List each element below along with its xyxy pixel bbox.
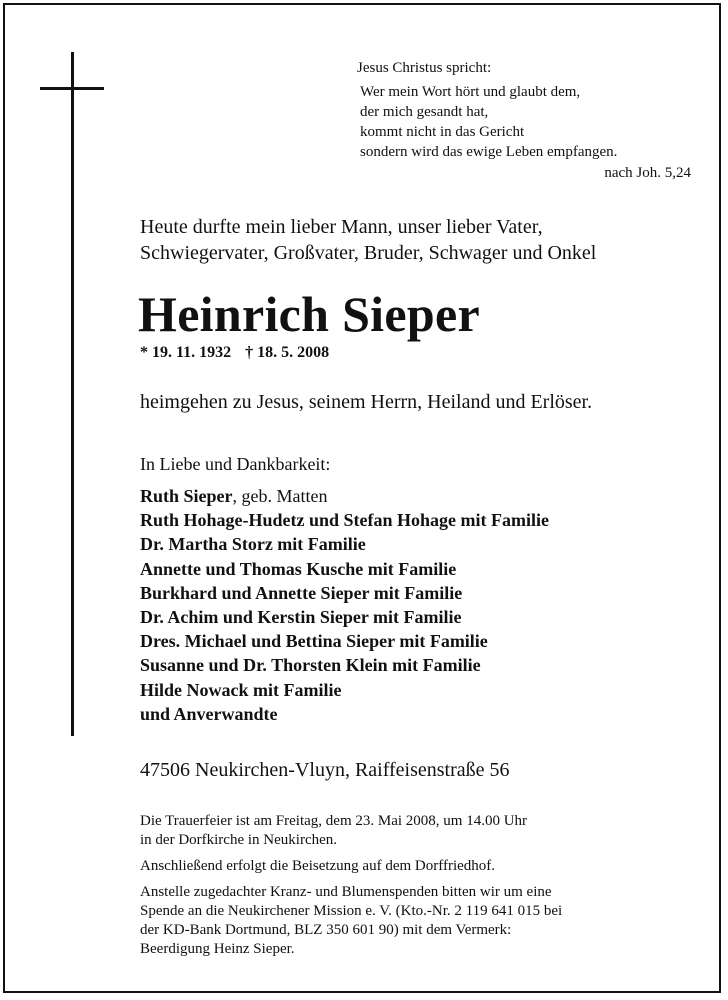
verse-line: sondern wird das ewige Leben empfangen. <box>360 144 618 160</box>
intro-line: Heute durfte mein lieber Mann, unser lieber Vater, <box>140 216 543 238</box>
mourner-line: Dr. Martha Storz mit Familie <box>140 534 366 555</box>
mourner-line: Ruth Hohage-Hudetz und Stefan Hohage mit Familie <box>140 510 550 531</box>
cross-icon <box>71 52 74 736</box>
cross-icon-crossbar <box>40 87 104 90</box>
mourner-line: Burkhard und Annette Sieper mit Familie <box>140 582 463 603</box>
mourner-line: Dres. Michael und Bettina Sieper mit Familie <box>140 631 488 652</box>
gratitude-line: In Liebe und Dankbarkeit: <box>140 454 331 474</box>
note-line: der KD-Bank Dortmund, BLZ 350 601 90) mit dem Vermerk: <box>140 922 512 938</box>
note-line: Anstelle zugedachter Kranz- und Blumenspenden bitten wir um eine <box>140 884 552 900</box>
funeral-notes <box>140 812 562 966</box>
note-line: in der Dorfkirche in Neukirchen. <box>140 832 338 848</box>
mourner-line <box>140 484 549 508</box>
donation-note <box>140 883 562 959</box>
note-line: Beerdigung Heinz Sieper. <box>140 941 295 957</box>
mourner-line: und Anverwandte <box>140 703 278 724</box>
mourner-name: Ruth Sieper <box>140 486 233 506</box>
verse-reference: nach Joh. 5,24 <box>604 165 691 181</box>
funeral-service-note <box>140 812 562 850</box>
homegoing-text: heimgehen zu Jesus, seinem Herrn, Heiland und Erlöser. <box>140 391 593 413</box>
birth-date: * 19. 11. 1932 <box>140 344 232 361</box>
note-line: Spende an die Neukirchener Mission e. V. (Kto.-Nr. 2 119 641 015 bei <box>140 903 563 919</box>
verse-line: der mich gesandt hat, <box>360 104 489 120</box>
announcement-intro <box>140 214 596 266</box>
life-dates <box>140 344 329 362</box>
mourner-line: Dr. Achim und Kerstin Sieper mit Familie <box>140 607 462 628</box>
intro-line: Schwiegervater, Großvater, Bruder, Schwager und Onkel <box>140 242 597 264</box>
deceased-name: Heinrich Sieper <box>138 286 480 342</box>
mourner-line: Hilde Nowack mit Familie <box>140 679 342 700</box>
note-line: Die Trauerfeier ist am Freitag, dem 23. Mai 2008, um 14.00 Uhr <box>140 813 528 829</box>
mourners-list <box>140 484 549 726</box>
bible-verse <box>357 58 617 162</box>
death-date: † 18. 5. 2008 <box>245 344 330 361</box>
mourner-line: Susanne und Dr. Thorsten Klein mit Familie <box>140 655 481 676</box>
family-address: 47506 Neukirchen-Vluyn, Raiffeisenstraße 56 <box>140 759 510 781</box>
mourner-line: Annette und Thomas Kusche mit Familie <box>140 558 457 579</box>
verse-line: kommt nicht in das Gericht <box>360 124 525 140</box>
burial-note: Anschließend erfolgt die Beisetzung auf dem Dorffriedhof. <box>140 858 496 874</box>
verse-line: Wer mein Wort hört und glaubt dem, <box>360 84 581 100</box>
verse-intro: Jesus Christus spricht: <box>357 60 492 76</box>
mourner-maiden-name: , geb. Matten <box>232 486 328 506</box>
